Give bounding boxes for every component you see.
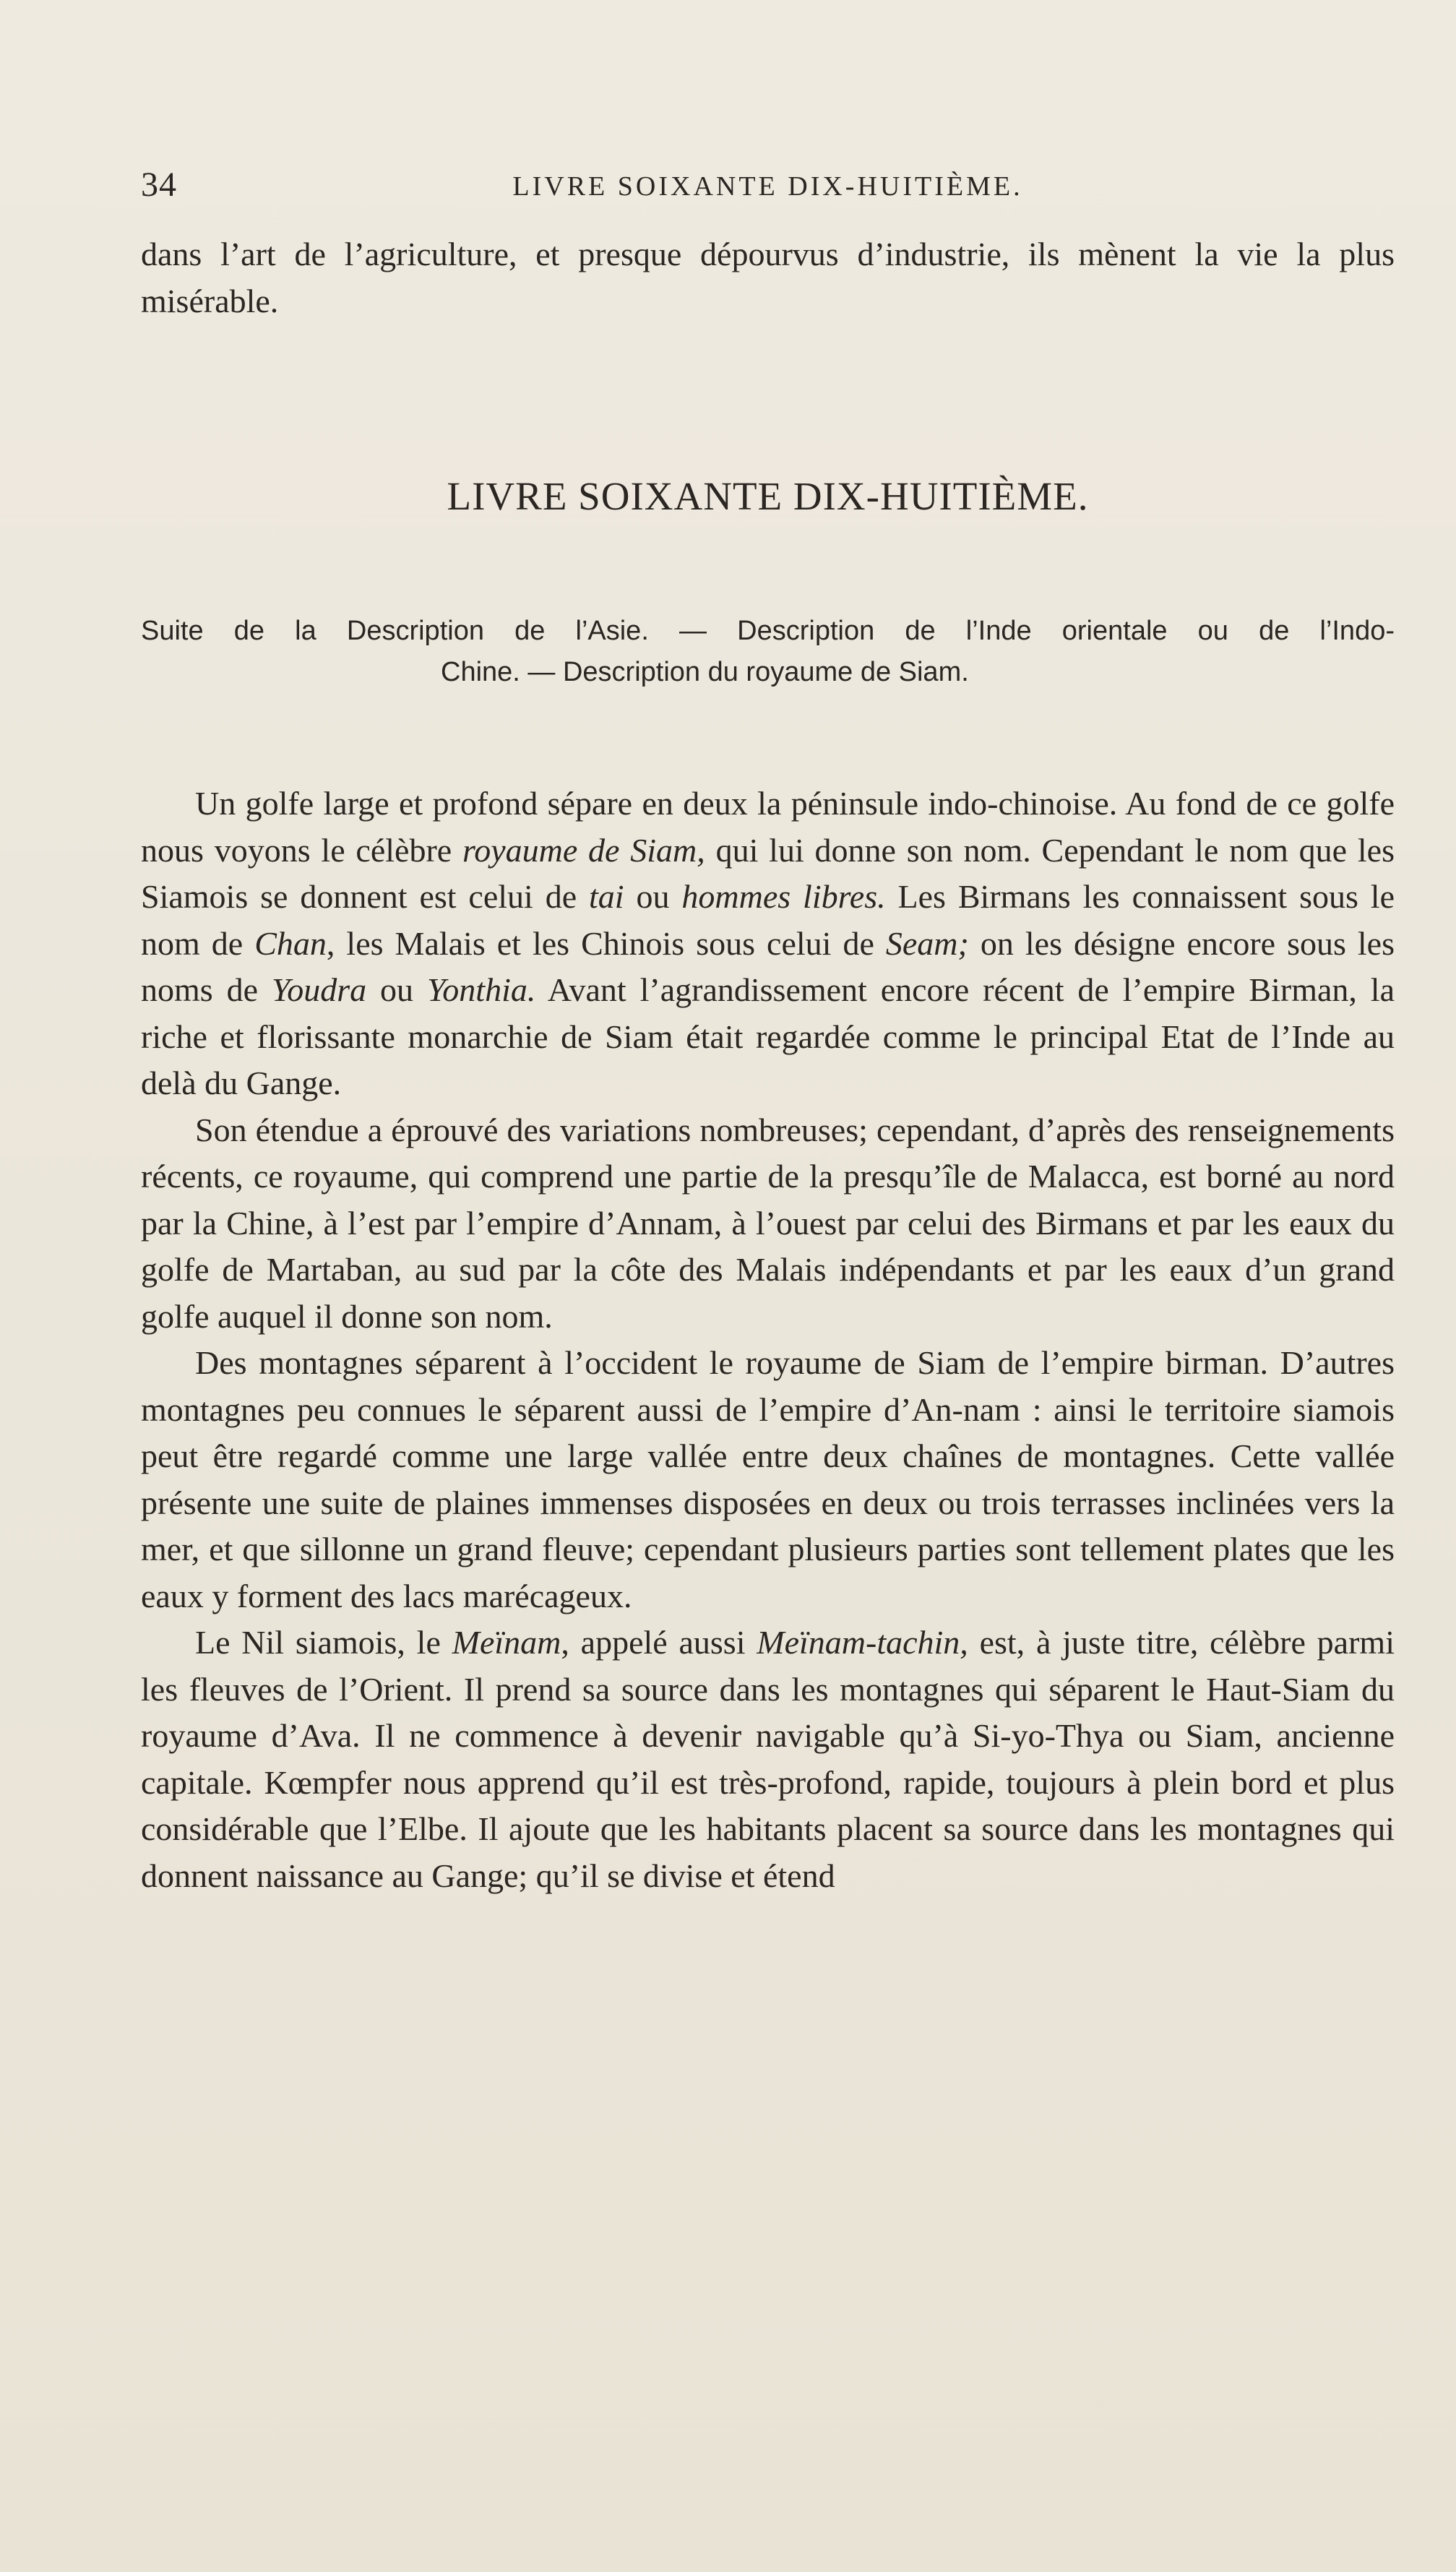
chapter-title: LIVRE SOIXANTE DIX-HUITIÈME. <box>447 474 1089 518</box>
paragraph-4 <box>141 1620 1395 1899</box>
paragraph-1-text: ou <box>366 971 427 1008</box>
paragraph-1-italic: hommes libres. <box>681 878 886 915</box>
page-number: 34 <box>141 165 177 204</box>
paragraph-1 <box>141 780 1395 1107</box>
chapter-summary <box>141 611 1395 693</box>
chapter-summary-line-1: Suite de la Description de l’Asie. — Description de l’Inde orientale ou de l’Indo- <box>141 616 1395 646</box>
chapter-summary-line-2: Chine. — Description du royaume de Siam. <box>441 657 969 687</box>
paragraph-1-text: Un golfe large et profond sépare en deux la péninsule indo-chinoise. Au fond de ce golfe nous voyons le célèbre <box>141 785 1395 869</box>
paragraph-1-text: qui lui donne son nom. Cependant le nom que les Siamois se donnent est celui de <box>141 831 1395 915</box>
paragraph-2: Son étendue a éprouvé des variations nombreuses; cependant, d’après des renseignements récents, ce royaume, qui comprend une partie de la presqu’île de Malacca, est borné au nord par la Chine, à l’est par l’empire d’Annam, à l’ouest par celui des Birmans et par les eaux du golfe de Martaban, au sud par la côte des Malais indépendants et par les eaux d’un grand golfe auquel il donne son nom. <box>141 1111 1395 1335</box>
paragraph-4-text: , appelé aussi <box>561 1624 757 1661</box>
paragraph-1-text: ou <box>624 878 682 915</box>
paragraph-1-italic: Youdra <box>271 971 367 1008</box>
running-head <box>141 165 1395 208</box>
paragraph-3: Des montagnes séparent à l’occident le royaume de Siam de l’empire birman. D’autres montagnes peu connues le séparent aussi de l’empire d’An-nam : ainsi le territoire siamois peut être regardé comme une large vallée entre deux chaînes de montagnes. Cette vallée présente une suite de plaines immenses disposées en deux ou trois terrasses inclinées vers la mer, et que sillonne un grand fleuve; cependant plusieurs parties sont tellement plates que les eaux y forment des lacs marécageux. <box>141 1344 1395 1614</box>
paragraph-1-text: Avant l’agrandissement encore récent de l’empire Birman, la riche et florissante monarchie de Siam était regardée comme le principal Etat de l’Inde au delà du Gange. <box>141 971 1395 1101</box>
paragraph-1-text: Les Birmans les connaissent sous le nom de <box>141 878 1395 962</box>
paragraph-4-text: est, à juste titre, célèbre parmi les fleuves de l’Orient. Il prend sa source dans les montagnes qui séparent le Haut-Siam du royaume d’Ava. Il ne commence à devenir navigable qu’à Si-yo-Thya ou Siam, ancienne capitale. Kœmpfer nous apprend qu’il est très-profond, rapide, toujours à plein bord et plus considérable que l’Elbe. Il ajoute que les habitants placent sa source dans les montagnes qui donnent naissance au Gange; qu’il se divise et étend <box>141 1624 1395 1894</box>
running-title: LIVRE SOIXANTE DIX-HUITIÈME. <box>512 171 1023 202</box>
paragraph-1-text: , les Malais et les Chinois sous celui de <box>326 924 886 962</box>
paragraph-1-text: on les désigne encore sous les noms de <box>141 924 1395 1008</box>
paragraph-1-italic: royaume de Siam, <box>462 831 705 869</box>
paragraph-1-italic: Yonthia. <box>426 971 536 1008</box>
opening-text-block <box>141 231 1395 324</box>
paragraph-1-italic: Seam; <box>885 924 969 962</box>
paragraph-4-italic: Meïnam <box>452 1624 561 1661</box>
paragraph-1-italic: tai <box>589 878 624 915</box>
opening-paragraph: dans l’art de l’agriculture, et presque dépourvus d’industrie, ils mènent la vie la plus misérable. <box>141 236 1395 319</box>
main-text-block <box>141 780 1395 1899</box>
paragraph-4-text: Le Nil siamois, le <box>195 1624 452 1661</box>
paragraph-4-italic: Meïnam-tachin, <box>757 1624 968 1661</box>
paragraph-1-italic: Chan <box>254 924 327 962</box>
